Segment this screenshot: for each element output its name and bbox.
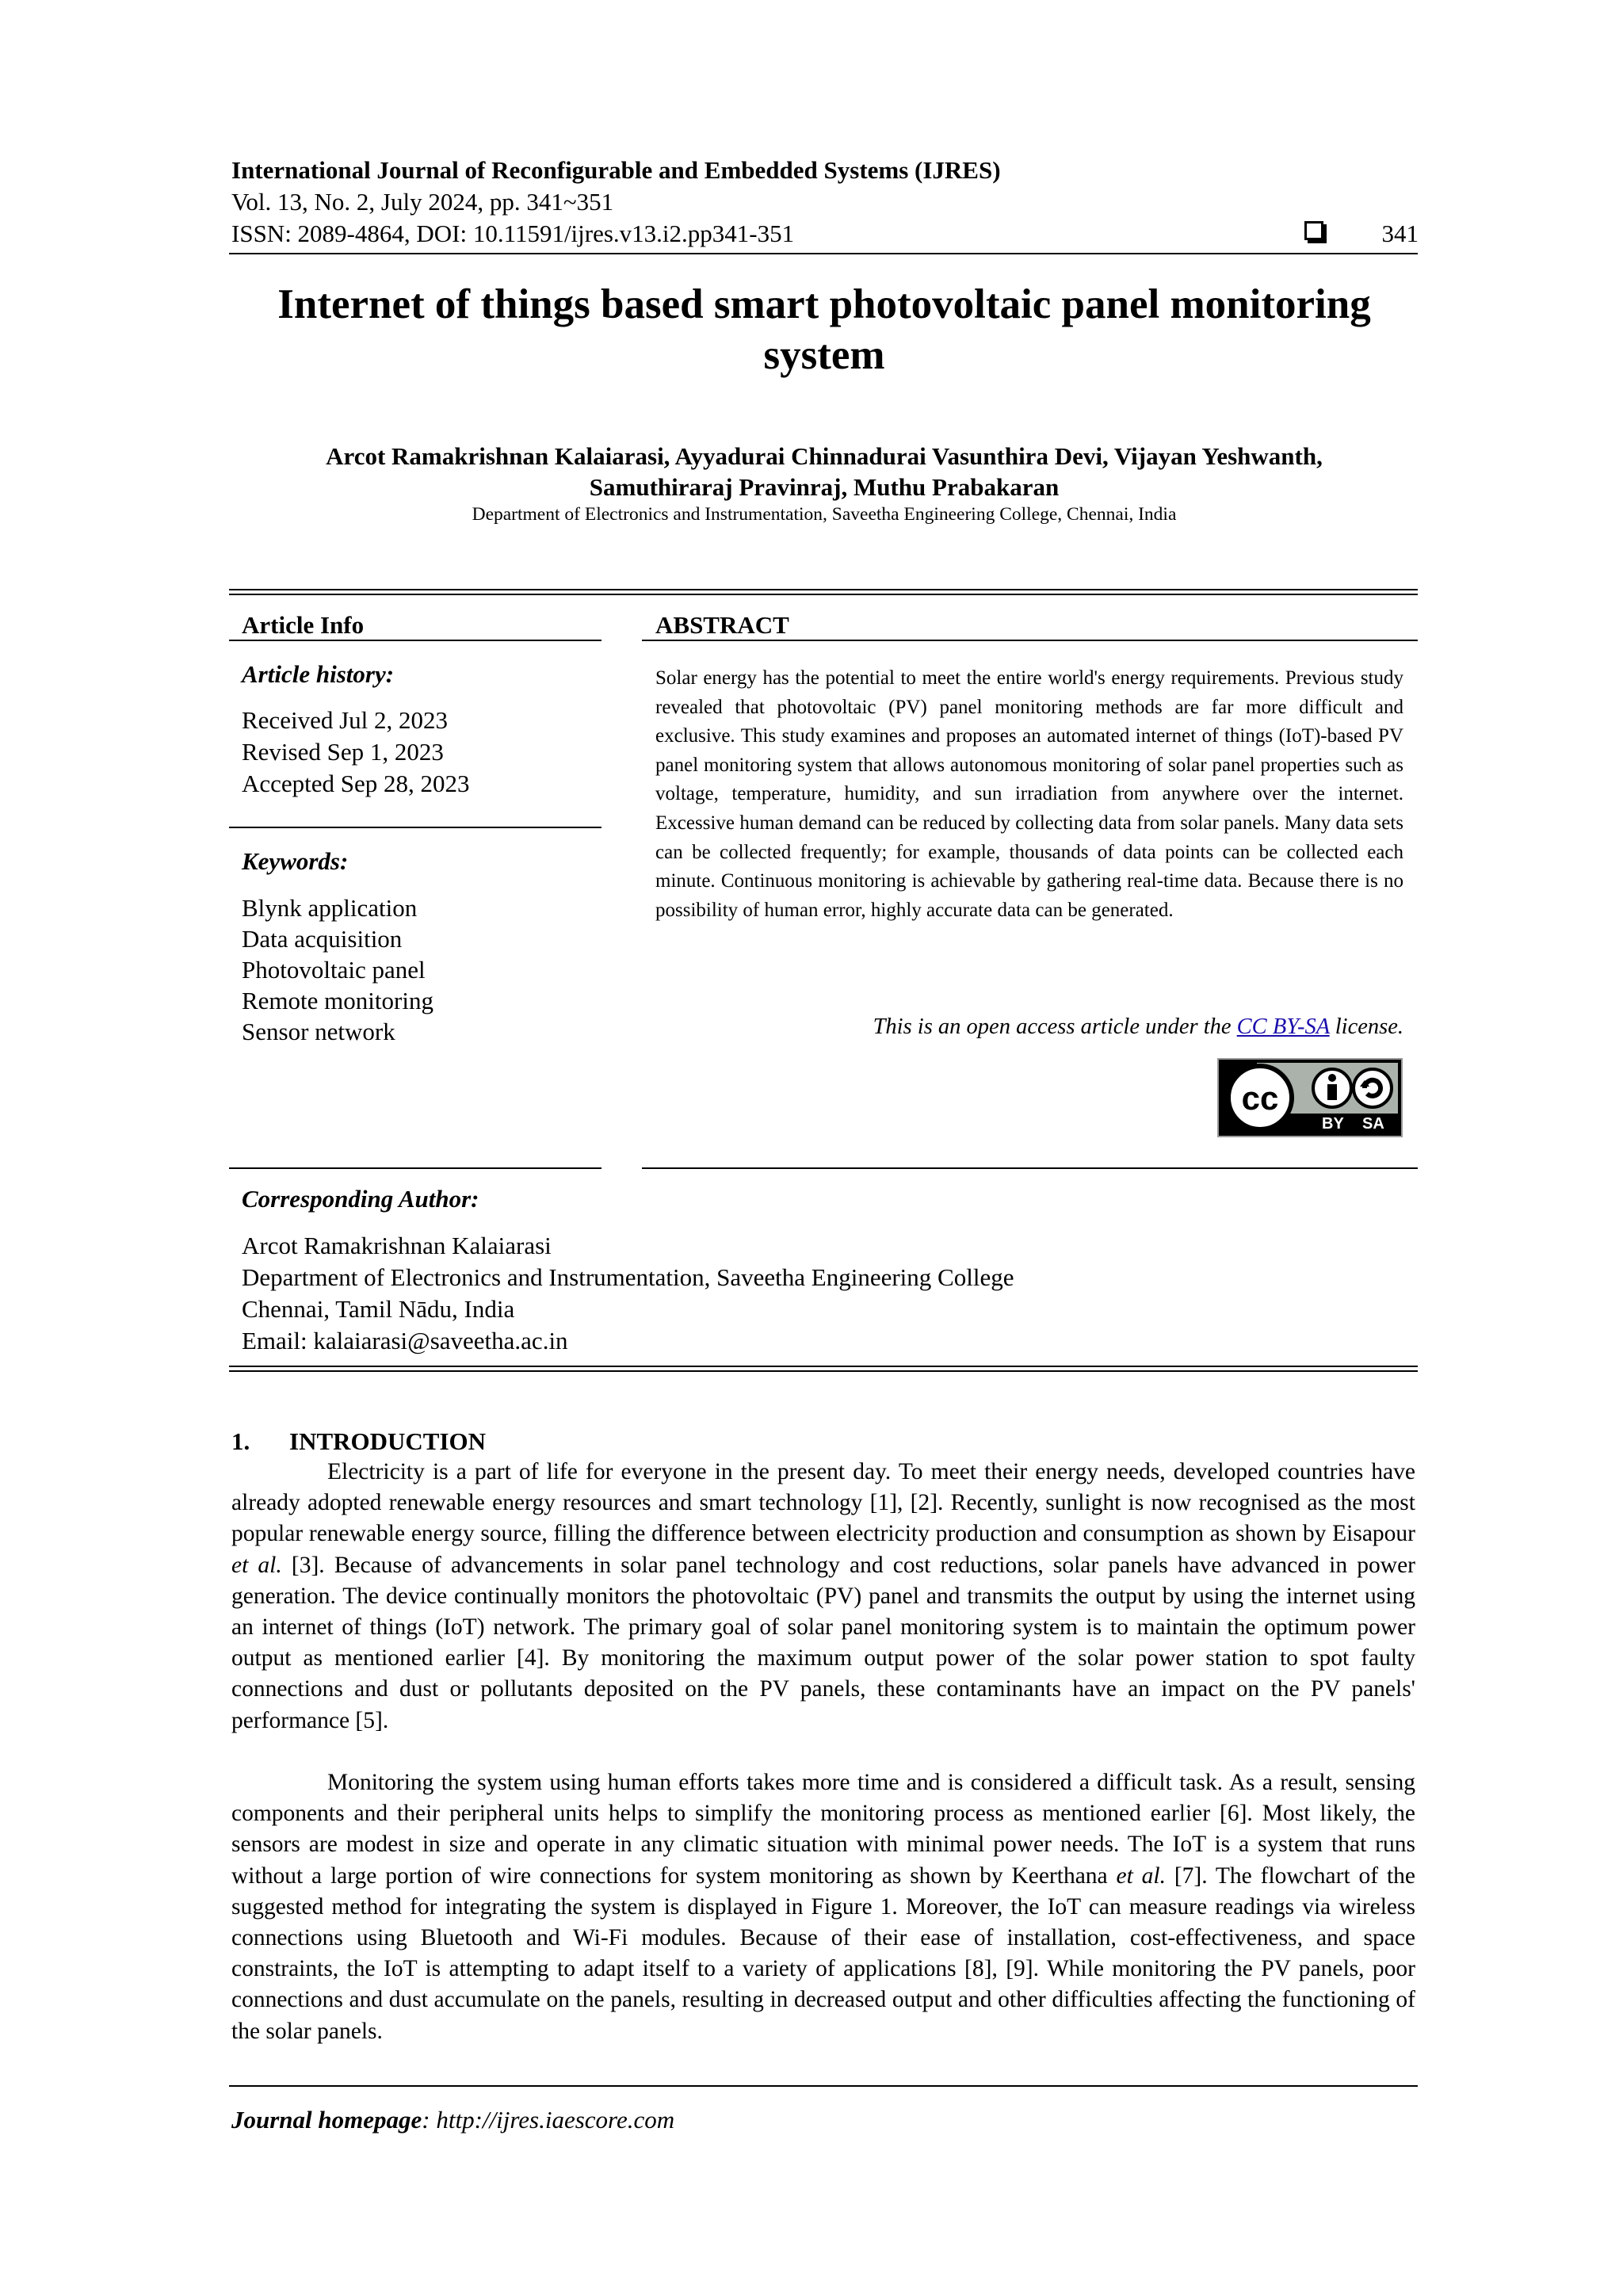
infobox-top-rule: [229, 589, 1418, 590]
authors-line-1: Arcot Ramakrishnan Kalaiarasi, Ayyadurai Chinnadurai Vasunthira Devi, Vijayan Yeshwanth,: [326, 442, 1323, 470]
abstract-text: Solar energy has the potential to meet the entire world's energy requirements. Previous study revealed that photovoltaic (PV) panel monitoring methods are far more difficult and exclusive. This study examines and proposes an automated internet of things (IoT)-based PV panel monitoring system that allows autonomous monitoring of solar panel properties such as voltage, temperature, humidity, and sun irradiation from anywhere over the internet. Excessive human demand can be reduced by collecting data from solar panels. Many data sets can be collected frequently; for example, thousands of data points can be collected each minute. Continuous monitoring is achievable by gathering real-time data. Because there is no possibility of human error, highly accurate data can be generated.: [655, 667, 1403, 921]
section-number: 1.: [231, 1427, 250, 1455]
svg-text:cc: cc: [1241, 1079, 1279, 1117]
footer-rule: [229, 2085, 1418, 2087]
authors-line-2: Samuthiraraj Pravinraj, Muthu Prabakaran: [589, 473, 1060, 501]
intro-p2-etal: et al.: [1116, 1862, 1166, 1889]
keyword-item: Blynk application: [242, 894, 418, 922]
header-rule: [229, 253, 1418, 254]
license-link[interactable]: CC BY-SA: [1236, 1014, 1330, 1039]
homepage-label: Journal homepage: [231, 2106, 422, 2134]
license-notice: [655, 1013, 1403, 1041]
intro-p2-text-a: Monitoring the system using human efforts takes more time and is considered a difficult task. As a result, sensing components and their peripheral units helps to simplify the monitoring process as mentioned earlier [6]. Most likely, the sensors are modest in size and operate in any climatic situation with minimal power needs. The IoT is a system that runs without a large portion of wire connections for system monitoring as shown by Keerthana: [231, 1770, 1415, 1889]
infobox-bottom-rule: [229, 1366, 1418, 1367]
keywords-heading: Keywords:: [242, 847, 349, 875]
title-line-2: system: [763, 332, 885, 378]
affiliation: Department of Electronics and Instrumentation, Saveetha Engineering College, Chennai, India: [472, 504, 1177, 525]
corresponding-heading: Corresponding Author:: [242, 1185, 479, 1213]
keywords-top-rule: [229, 827, 601, 828]
keyword-item: Data acquisition: [242, 925, 403, 953]
badge-sa-label: SA: [1362, 1115, 1384, 1133]
intro-p1-text-a: Electricity is a part of life for everyone in the present day. To meet their energy needs, developed countries have already adopted renewable energy resources and smart technology [1], [2]. Recently, sunlight is now recognised as the most popular renewable energy source, filling the difference between electricity production and consumption as shown by Eisapour: [231, 1459, 1415, 1547]
homepage-url[interactable]: : http://ijres.iaescore.com: [422, 2106, 675, 2134]
journal-name: International Journal of Reconfigurable and Embedded Systems (IJRES): [231, 156, 1001, 184]
page-number: 341: [1381, 220, 1419, 247]
corresponding-email[interactable]: Email: kalaiarasi@saveetha.ac.in: [242, 1327, 568, 1354]
article-info-heading: Article Info: [242, 611, 365, 639]
keyword-item: Sensor network: [242, 1018, 395, 1045]
history-received: Received Jul 2, 2023: [242, 706, 449, 734]
volume-info: Vol. 13, No. 2, July 2024, pp. 341~351: [231, 188, 614, 216]
journal-homepage: [231, 2105, 674, 2135]
corresponding-dept: Department of Electronics and Instrumentation, Saveetha Engineering College: [242, 1263, 1014, 1291]
corresponding-city: Chennai, Tamil Nādu, India: [242, 1295, 515, 1323]
article-history-heading: Article history:: [242, 660, 395, 688]
license-prefix: This is an open access article under the: [873, 1014, 1237, 1039]
infobox-top-rule-2: [229, 594, 1418, 595]
page-title: [230, 279, 1419, 380]
title-line-1: Internet of things based smart photovoltaic panel monitoring: [277, 281, 1371, 327]
intro-paragraph-1: [231, 1457, 1415, 1736]
corresponding-name: Arcot Ramakrishnan Kalaiarasi: [242, 1232, 552, 1259]
infobox-bottom-rule-2: [229, 1370, 1418, 1372]
keyword-item: Photovoltaic panel: [242, 956, 426, 984]
article-info-bottom-rule: [229, 1167, 601, 1169]
history-revised: Revised Sep 1, 2023: [242, 738, 444, 766]
license-suffix: license.: [1329, 1014, 1403, 1039]
intro-p1-etal: et al.: [231, 1552, 282, 1578]
abstract-heading: ABSTRACT: [655, 611, 789, 639]
keyword-item: Remote monitoring: [242, 987, 433, 1014]
checkbox-square-icon: [1304, 221, 1323, 240]
section-heading: INTRODUCTION: [289, 1427, 487, 1455]
intro-p2-text-b: [7]. The flowchart of the suggested method for integrating the system is displayed in Figure 1. Moreover, the IoT can measure readings via wireless connections using Bluetooth and Wi-Fi modules. Because of their ease of installation, cost-effectiveness, and space constraints, the IoT is attempting to adapt itself to a variety of applications [8], [9]. While monitoring the PV panels, poor connections and dust accumulate on the panels, resulting in decreased output and other difficulties affecting the functioning of the solar panels.: [231, 1862, 1415, 2044]
issn-doi: ISSN: 2089-4864, DOI: 10.11591/ijres.v13.i2.pp341-351: [231, 220, 795, 247]
cc-by-sa-badge-icon[interactable]: [1217, 1058, 1403, 1137]
article-info-rule: [229, 640, 601, 641]
abstract-bottom-rule: [642, 1167, 1418, 1169]
intro-p1-text-b: [3]. Because of advancements in solar panel technology and cost reductions, solar panels have advanced in power generation. The device continually monitors the photovoltaic (PV) panel and transmits the output by using the internet using an internet of things (IoT) network. The primary goal of solar panel monitoring system is to maintain the optimum power output as mentioned earlier [4]. By monitoring the maximum output power of the solar power station to spot faulty connections and dust or pollutants deposited on the PV panels, these contaminants have an impact on the PV panels' performance [5].: [231, 1552, 1415, 1733]
badge-by-label: BY: [1322, 1115, 1344, 1133]
abstract-rule: [642, 640, 1418, 641]
history-accepted: Accepted Sep 28, 2023: [242, 770, 470, 797]
author-list: [230, 441, 1419, 502]
intro-paragraph-2: [231, 1767, 1415, 2047]
